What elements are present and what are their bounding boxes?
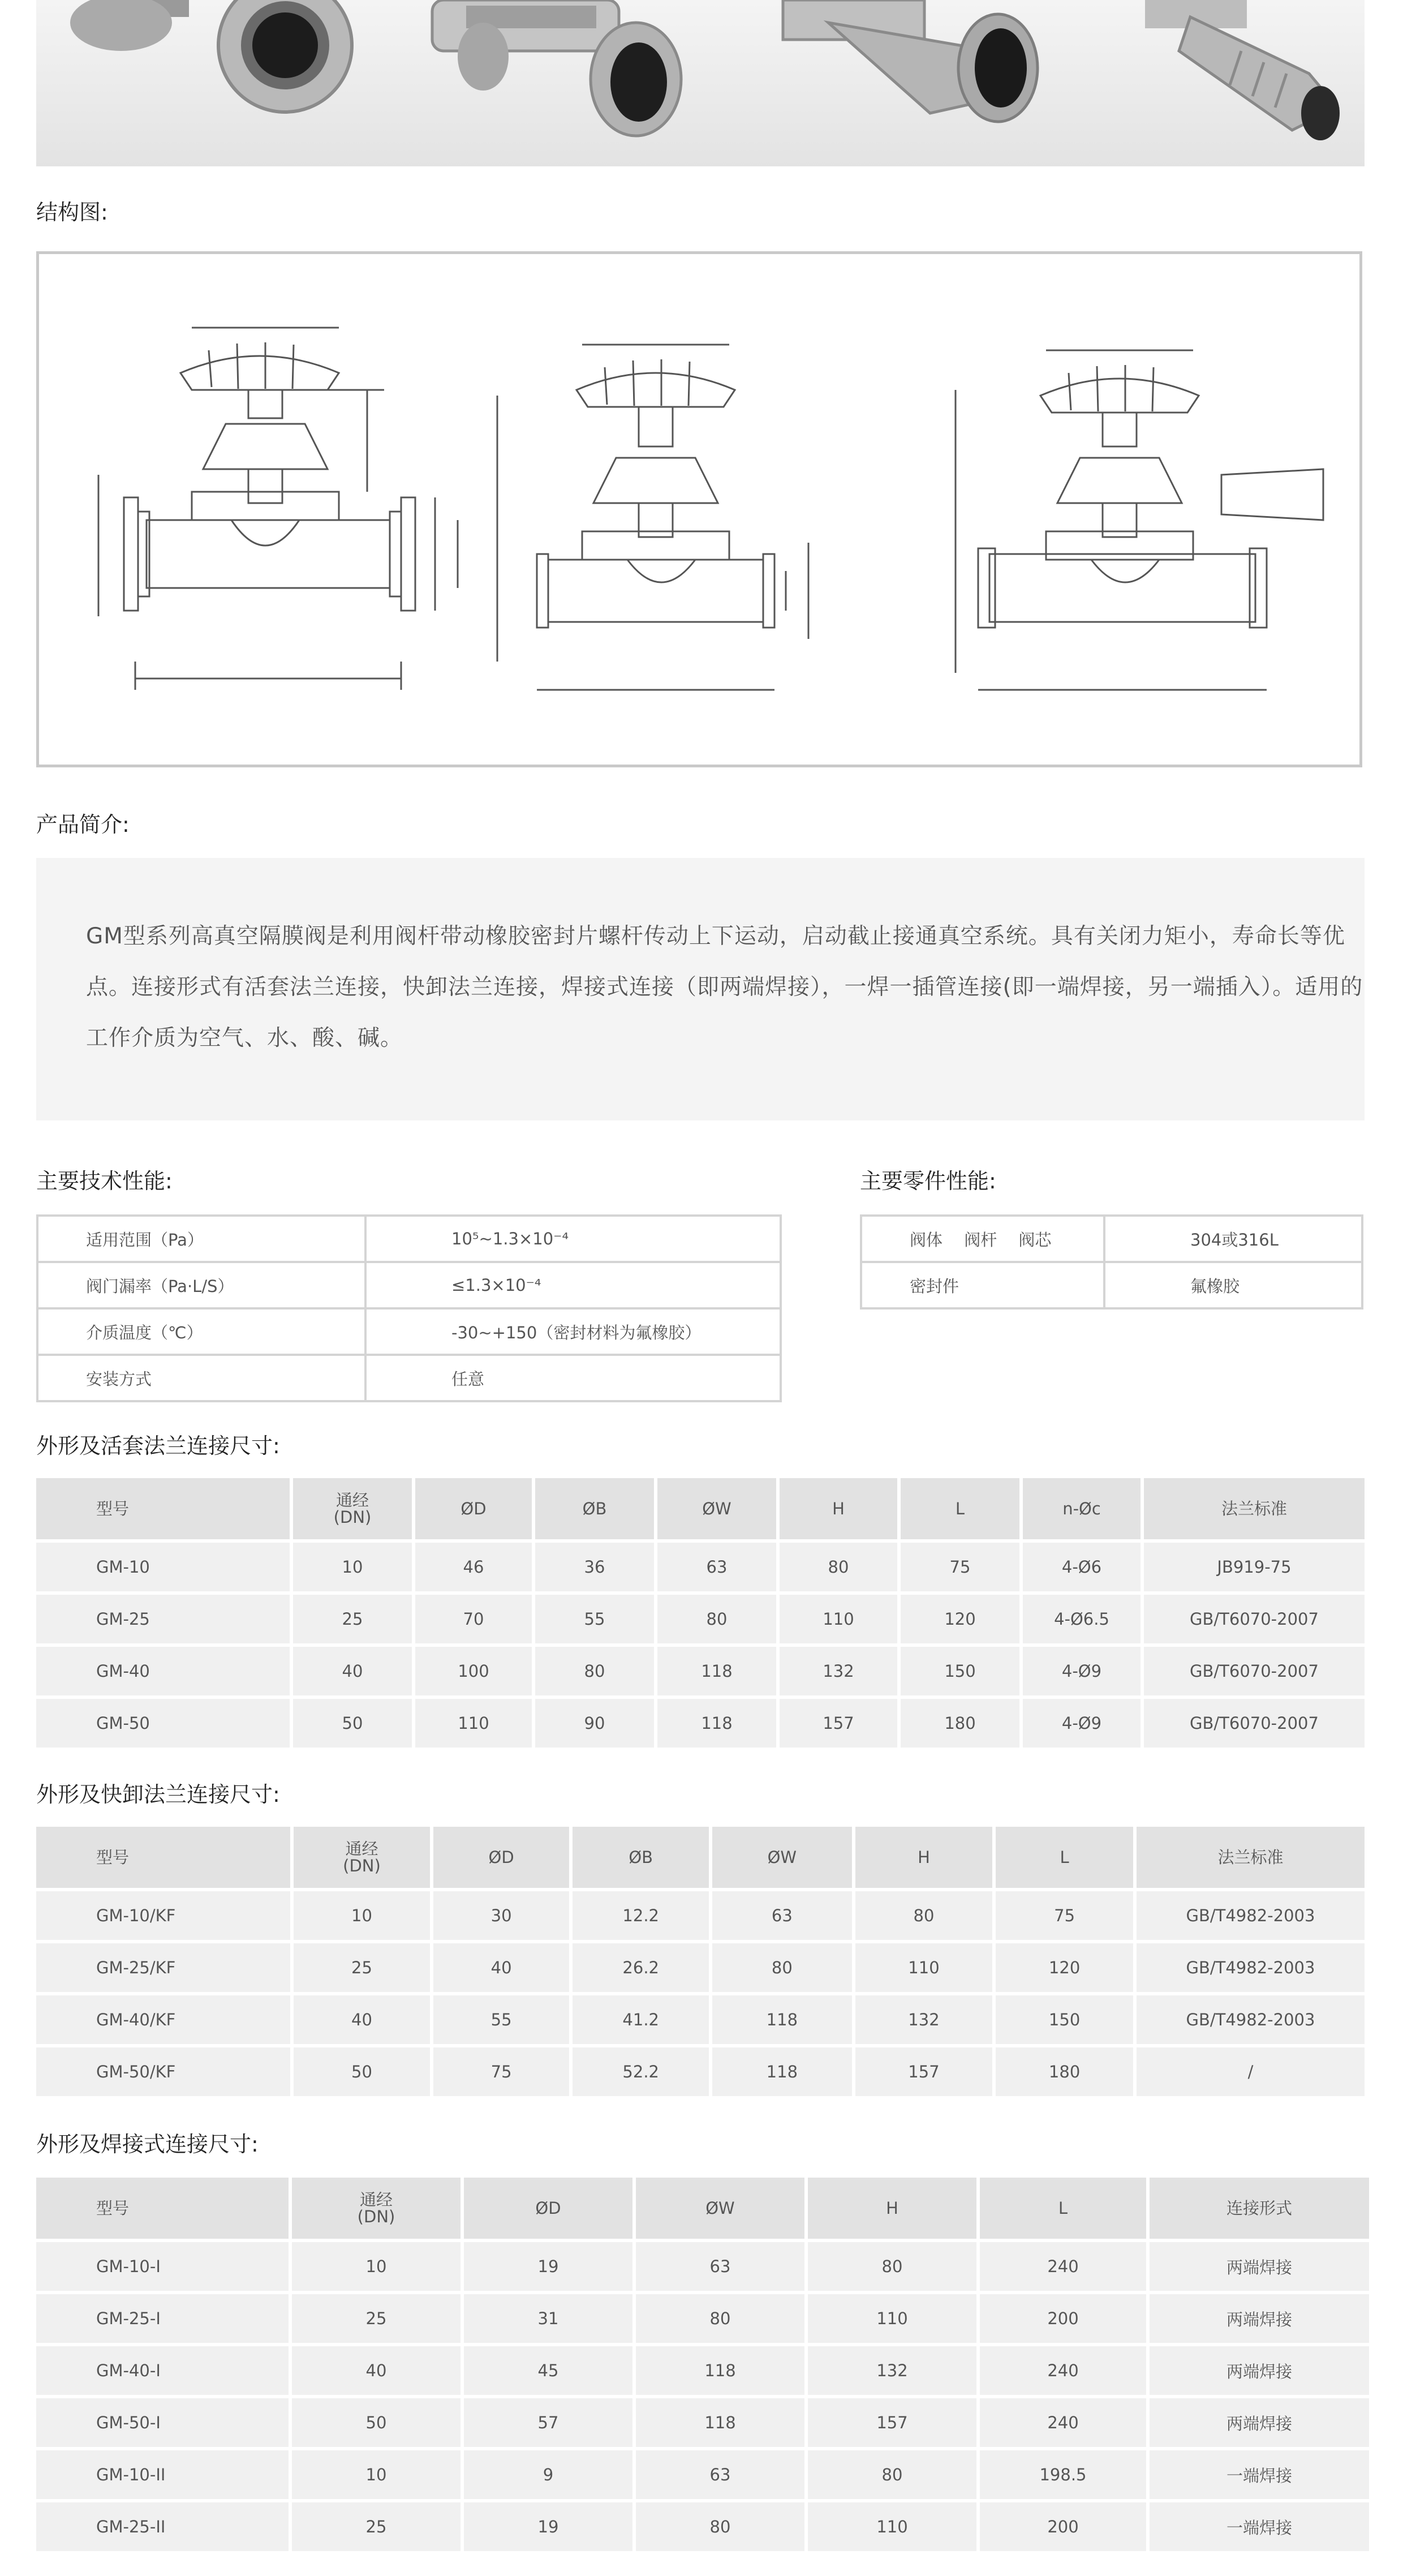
table-cell: 10 [293, 1543, 412, 1591]
table-row [36, 1891, 1365, 1940]
table-cell: 240 [980, 2242, 1146, 2291]
tech-spec-row [37, 1308, 781, 1355]
table-cell: 118 [657, 1647, 776, 1695]
table-cell: 30 [433, 1891, 570, 1940]
table-cell: 75 [433, 2047, 570, 2096]
table-cell: 110 [808, 2502, 976, 2551]
table-header-row [36, 1478, 1365, 1539]
table-cell: 19 [464, 2242, 632, 2291]
table-cell: 50 [293, 1699, 412, 1748]
table-cell: 4-Ø6.5 [1023, 1595, 1141, 1643]
table-cell: 80 [808, 2450, 976, 2499]
table-cell: 118 [636, 2346, 804, 2395]
valve-diagram-flanged [98, 328, 458, 690]
column-header: 通经 (DN) [293, 1478, 412, 1539]
table-cell: 19 [464, 2502, 632, 2551]
table-cell: 180 [996, 2047, 1133, 2096]
kf-heading: 外形及快卸法兰连接尺寸: [36, 1782, 280, 1807]
tech-spec-row [37, 1216, 781, 1262]
model-cell: GM-40 [36, 1647, 290, 1695]
column-header: n-Øc [1023, 1478, 1141, 1539]
table-cell: 75 [996, 1891, 1133, 1940]
table-cell: 25 [292, 2294, 461, 2343]
table-header-row [36, 1827, 1365, 1888]
column-header: H [855, 1827, 993, 1888]
table-cell: 132 [855, 1995, 993, 2044]
table-cell: GB/T6070-2007 [1144, 1699, 1365, 1748]
table-cell: 157 [855, 2047, 993, 2096]
table-row [36, 2450, 1369, 2499]
table-cell: 70 [415, 1595, 532, 1643]
model-cell: GM-10-I [36, 2242, 289, 2291]
table-row [36, 1995, 1365, 2044]
table-cell: 80 [535, 1647, 654, 1695]
valve-photo-kf [432, 0, 681, 136]
column-header: 法兰标准 [1144, 1478, 1365, 1539]
table-cell: 两端焊接 [1150, 2294, 1369, 2343]
table-cell: 55 [535, 1595, 654, 1643]
table-cell: 118 [657, 1699, 776, 1748]
valve-photo-hose [1145, 0, 1340, 140]
table-cell: GB/T4982-2003 [1137, 1943, 1365, 1992]
valve-photo-weld [783, 0, 1038, 122]
table-cell: 25 [294, 1943, 430, 1992]
table-row [36, 2242, 1369, 2291]
table-cell: 4-Ø9 [1023, 1647, 1141, 1695]
intro-heading: 产品简介: [36, 812, 130, 837]
table-cell: 157 [808, 2398, 976, 2447]
table-cell: 4-Ø6 [1023, 1543, 1141, 1591]
tech-spec-row [37, 1355, 781, 1401]
table-row [36, 2346, 1369, 2395]
table-cell: 两端焊接 [1150, 2346, 1369, 2395]
parts-spec-row [861, 1216, 1362, 1262]
column-header: ØW [657, 1478, 776, 1539]
table-cell: JB919-75 [1144, 1543, 1365, 1591]
column-header: L [980, 2178, 1146, 2239]
kf-dimensions-table [33, 1823, 1368, 2100]
table-row [36, 2047, 1365, 2096]
table-cell: 80 [808, 2242, 976, 2291]
table-cell: 40 [433, 1943, 570, 1992]
structure-heading: 结构图: [36, 200, 108, 225]
table-cell: 80 [636, 2502, 804, 2551]
spec-label: 阀体 阀杆 阀芯 [861, 1216, 1104, 1262]
valve-photo-flange [70, 0, 352, 112]
spec-label: 介质温度（℃） [37, 1308, 365, 1355]
spec-value: 氟橡胶 [1104, 1262, 1362, 1308]
table-cell: 63 [636, 2450, 804, 2499]
table-cell: 110 [808, 2294, 976, 2343]
model-cell: GM-40-I [36, 2346, 289, 2395]
table-cell: 40 [294, 1995, 430, 2044]
table-row [36, 2502, 1369, 2551]
table-cell: 9 [464, 2450, 632, 2499]
table-row [36, 1943, 1365, 1992]
table-cell: 132 [808, 2346, 976, 2395]
table-cell: 240 [980, 2346, 1146, 2395]
table-cell: 240 [980, 2398, 1146, 2447]
column-header: 型号 [36, 2178, 289, 2239]
valve-diagram-kf [497, 345, 808, 690]
table-cell: 150 [901, 1647, 1019, 1695]
table-row [36, 2398, 1369, 2447]
table-cell: 110 [780, 1595, 897, 1643]
weld-heading: 外形及焊接式连接尺寸: [36, 2132, 259, 2157]
table-cell: 25 [293, 1595, 412, 1643]
parts-specs-table [860, 1214, 1363, 1310]
table-row [36, 1595, 1365, 1643]
model-cell: GM-10 [36, 1543, 290, 1591]
table-cell: 63 [636, 2242, 804, 2291]
table-cell: 118 [636, 2398, 804, 2447]
model-cell: GM-50/KF [36, 2047, 290, 2096]
column-header: ØD [464, 2178, 632, 2239]
column-header: ØD [415, 1478, 532, 1539]
table-cell: 132 [780, 1647, 897, 1695]
column-header: H [808, 2178, 976, 2239]
table-cell: 一端焊接 [1150, 2502, 1369, 2551]
table-cell: 180 [901, 1699, 1019, 1748]
column-header: 型号 [36, 1827, 290, 1888]
table-cell: 12.2 [573, 1891, 709, 1940]
table-cell: 110 [415, 1699, 532, 1748]
spec-label: 安装方式 [37, 1355, 365, 1401]
column-header: ØW [712, 1827, 852, 1888]
table-cell: 40 [292, 2346, 461, 2395]
parts-spec-row [861, 1262, 1362, 1308]
column-header: L [901, 1478, 1019, 1539]
table-cell: 80 [636, 2294, 804, 2343]
table-cell: GB/T6070-2007 [1144, 1647, 1365, 1695]
table-cell: 36 [535, 1543, 654, 1591]
table-cell: GB/T4982-2003 [1137, 1995, 1365, 2044]
tech-heading: 主要技术性能: [36, 1169, 173, 1193]
table-row [36, 1543, 1365, 1591]
column-header: 型号 [36, 1478, 290, 1539]
table-cell: 两端焊接 [1150, 2398, 1369, 2447]
table-cell: 63 [712, 1891, 852, 1940]
table-cell: 50 [292, 2398, 461, 2447]
spec-value: -30~+150（密封材料为氟橡胶） [365, 1308, 781, 1355]
flange-dimensions-table [33, 1475, 1368, 1751]
model-cell: GM-25 [36, 1595, 290, 1643]
table-cell: 40 [293, 1647, 412, 1695]
table-cell: GB/T4982-2003 [1137, 1891, 1365, 1940]
product-photo-strip [36, 0, 1365, 166]
table-cell: 80 [657, 1595, 776, 1643]
model-cell: GM-10/KF [36, 1891, 290, 1940]
table-cell: 一端焊接 [1150, 2450, 1369, 2499]
table-cell: 25 [292, 2502, 461, 2551]
table-cell: 90 [535, 1699, 654, 1748]
table-cell: 118 [712, 1995, 852, 2044]
valve-diagram-weld [956, 350, 1323, 690]
table-cell: 57 [464, 2398, 632, 2447]
intro-text: GM型系列高真空隔膜阀是利用阀杆带动橡胶密封片螺杆传动上下运动，启动截止接通真空系统。具有关闭力矩小，寿命长等优点。连接形式有活套法兰连接，快卸法兰连接，焊接式连接（即两端焊接），一焊一插管连接(即一端焊接，另一端插入）。适用的工作介质为空气、水、酸、碱。 [86, 924, 1363, 1051]
spec-label: 密封件 [861, 1262, 1104, 1308]
spec-value: 任意 [365, 1355, 781, 1401]
table-cell: 两端焊接 [1150, 2242, 1369, 2291]
table-row [36, 1647, 1365, 1695]
table-cell: 120 [901, 1595, 1019, 1643]
column-header: ØB [573, 1827, 709, 1888]
model-cell: GM-40/KF [36, 1995, 290, 2044]
model-cell: GM-50 [36, 1699, 290, 1748]
flange-heading: 外形及活套法兰连接尺寸: [36, 1433, 280, 1458]
spec-label: 阀门漏率（Pa·L/S） [37, 1262, 365, 1308]
column-header: 法兰标准 [1137, 1827, 1365, 1888]
table-cell: 110 [855, 1943, 993, 1992]
model-cell: GM-25-I [36, 2294, 289, 2343]
model-cell: GM-50-I [36, 2398, 289, 2447]
table-cell: 100 [415, 1647, 532, 1695]
spec-value: ≤1.3×10⁻⁴ [365, 1262, 781, 1308]
table-cell: 26.2 [573, 1943, 709, 1992]
table-cell: 118 [712, 2047, 852, 2096]
column-header: 连接形式 [1150, 2178, 1369, 2239]
table-cell: 120 [996, 1943, 1133, 1992]
model-cell: GM-25-II [36, 2502, 289, 2551]
model-cell: GM-10-II [36, 2450, 289, 2499]
intro-box [36, 858, 1365, 1120]
table-cell: 80 [780, 1543, 897, 1591]
spec-value: 304或316L [1104, 1216, 1362, 1262]
table-cell: 80 [855, 1891, 993, 1940]
table-cell: 4-Ø9 [1023, 1699, 1141, 1748]
table-cell: 52.2 [573, 2047, 709, 2096]
column-header: ØW [636, 2178, 804, 2239]
table-cell: 31 [464, 2294, 632, 2343]
table-cell: 63 [657, 1543, 776, 1591]
table-row [36, 2294, 1369, 2343]
spec-label: 适用范围（Pa） [37, 1216, 365, 1262]
parts-heading: 主要零件性能: [860, 1169, 996, 1193]
table-cell: 80 [712, 1943, 852, 1992]
table-cell: 46 [415, 1543, 532, 1591]
column-header: ØB [535, 1478, 654, 1539]
table-cell: GB/T6070-2007 [1144, 1595, 1365, 1643]
table-cell: 150 [996, 1995, 1133, 2044]
table-header-row [36, 2178, 1369, 2239]
table-cell: 41.2 [573, 1995, 709, 2044]
spec-value: 10⁵~1.3×10⁻⁴ [365, 1216, 781, 1262]
table-cell: 45 [464, 2346, 632, 2395]
weld-dimensions-table [33, 2174, 1372, 2554]
table-cell: 200 [980, 2502, 1146, 2551]
table-cell: 55 [433, 1995, 570, 2044]
table-cell: / [1137, 2047, 1365, 2096]
table-cell: 198.5 [980, 2450, 1146, 2499]
column-header: H [780, 1478, 897, 1539]
table-row [36, 1699, 1365, 1748]
model-cell: GM-25/KF [36, 1943, 290, 1992]
table-cell: 200 [980, 2294, 1146, 2343]
table-cell: 10 [294, 1891, 430, 1940]
structure-diagram [36, 251, 1362, 767]
table-cell: 10 [292, 2242, 461, 2291]
tech-specs-table [36, 1214, 782, 1402]
table-cell: 157 [780, 1699, 897, 1748]
table-cell: 10 [292, 2450, 461, 2499]
column-header: L [996, 1827, 1133, 1888]
table-cell: 75 [901, 1543, 1019, 1591]
column-header: ØD [433, 1827, 570, 1888]
table-cell: 50 [294, 2047, 430, 2096]
column-header: 通经 (DN) [294, 1827, 430, 1888]
tech-spec-row [37, 1262, 781, 1308]
column-header: 通经 (DN) [292, 2178, 461, 2239]
